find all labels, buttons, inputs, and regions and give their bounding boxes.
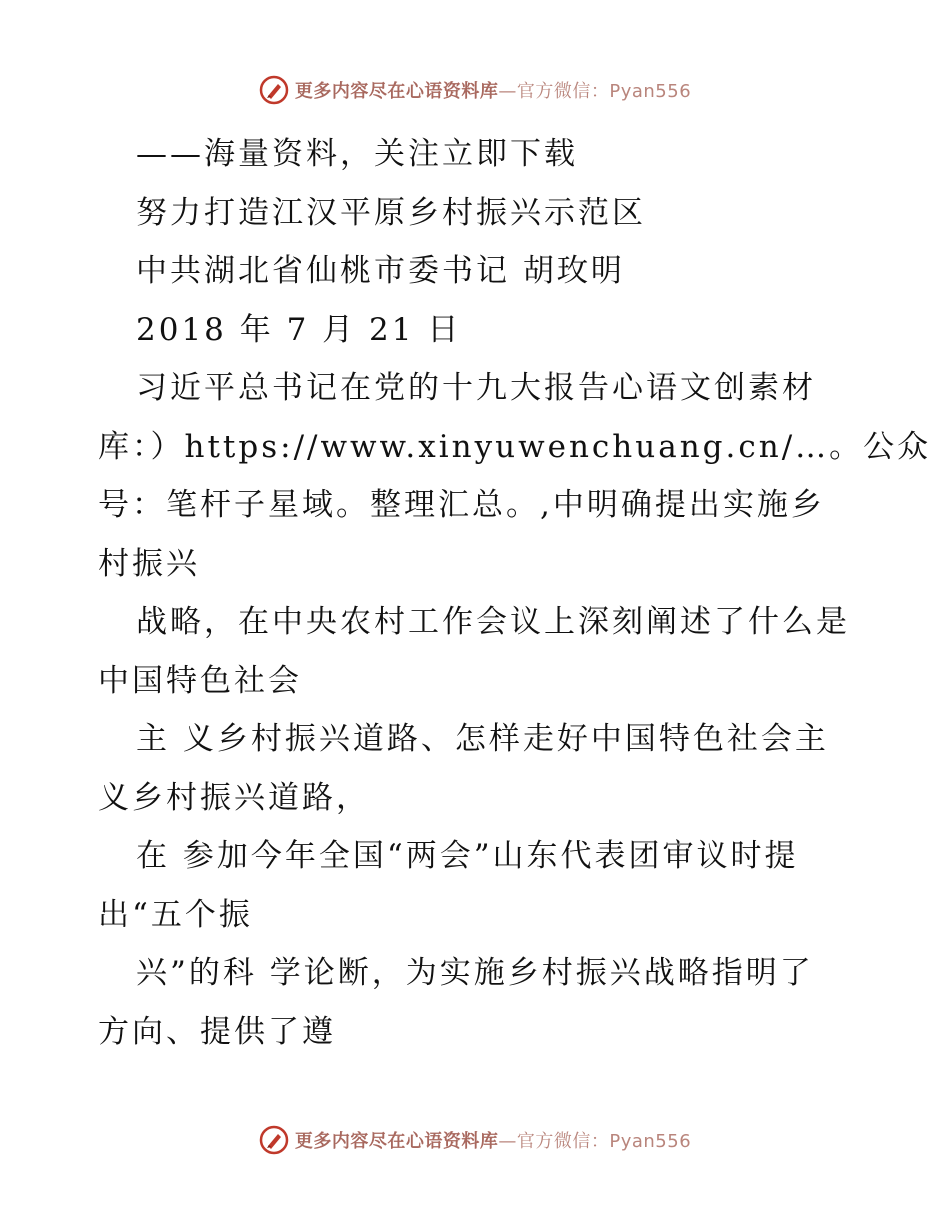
- paragraph-line: 主 义乡村振兴道路、怎样走好中国特色社会主: [136, 721, 829, 757]
- banner-main-text: 更多内容尽在心语资料库: [294, 1131, 499, 1152]
- footer-banner: [0, 1120, 950, 1160]
- banner-dash: —: [498, 81, 517, 102]
- banner-wechat-text: 官方微信：Pyan556: [516, 81, 692, 102]
- banner-main-text: 更多内容尽在心语资料库: [294, 81, 499, 102]
- author-line: 中共湖北省仙桃市委书记 胡玫明: [136, 253, 625, 289]
- header-banner: [0, 70, 950, 110]
- pen-logo-icon: [259, 1125, 289, 1155]
- paragraph-line: 中国特色社会: [98, 662, 302, 699]
- banner-wechat-text: 官方微信：Pyan556: [516, 1131, 692, 1152]
- date-line: 2018 年 7 月 21 日: [136, 311, 462, 348]
- document-body: [98, 125, 932, 1061]
- paragraph-line: 义乡村振兴道路，: [98, 779, 370, 816]
- paragraph-line: 号：笔杆子星域。整理汇总。,中明确提出实施乡: [98, 487, 825, 523]
- paragraph-line: 库：）https://www.xinyuwenchuang.cn/…。公众: [98, 428, 932, 465]
- banner-dash: —: [498, 1131, 517, 1152]
- paragraph-line: 出“五个振: [98, 896, 253, 933]
- paragraph-line: 村振兴: [98, 545, 200, 582]
- paragraph-line: 兴”的科 学论断，为实施乡村振兴战略指明了: [136, 955, 814, 991]
- article-title: 努力打造江汉平原乡村振兴示范区: [136, 194, 646, 231]
- paragraph-line: 战略，在中央农村工作会议上深刻阐述了什么是: [136, 604, 850, 640]
- paragraph-line: 方向、提供了遵: [98, 1013, 336, 1050]
- pen-logo-icon: [259, 75, 289, 105]
- subtitle-line: ——海量资料，关注立即下载: [136, 136, 578, 172]
- banner-text: [295, 1127, 691, 1153]
- paragraph-line: 习近平总书记在党的十九大报告心语文创素材: [136, 370, 816, 406]
- banner-text: [295, 77, 691, 103]
- paragraph-line: 在 参加今年全国“两会”山东代表团审议时提: [136, 838, 799, 874]
